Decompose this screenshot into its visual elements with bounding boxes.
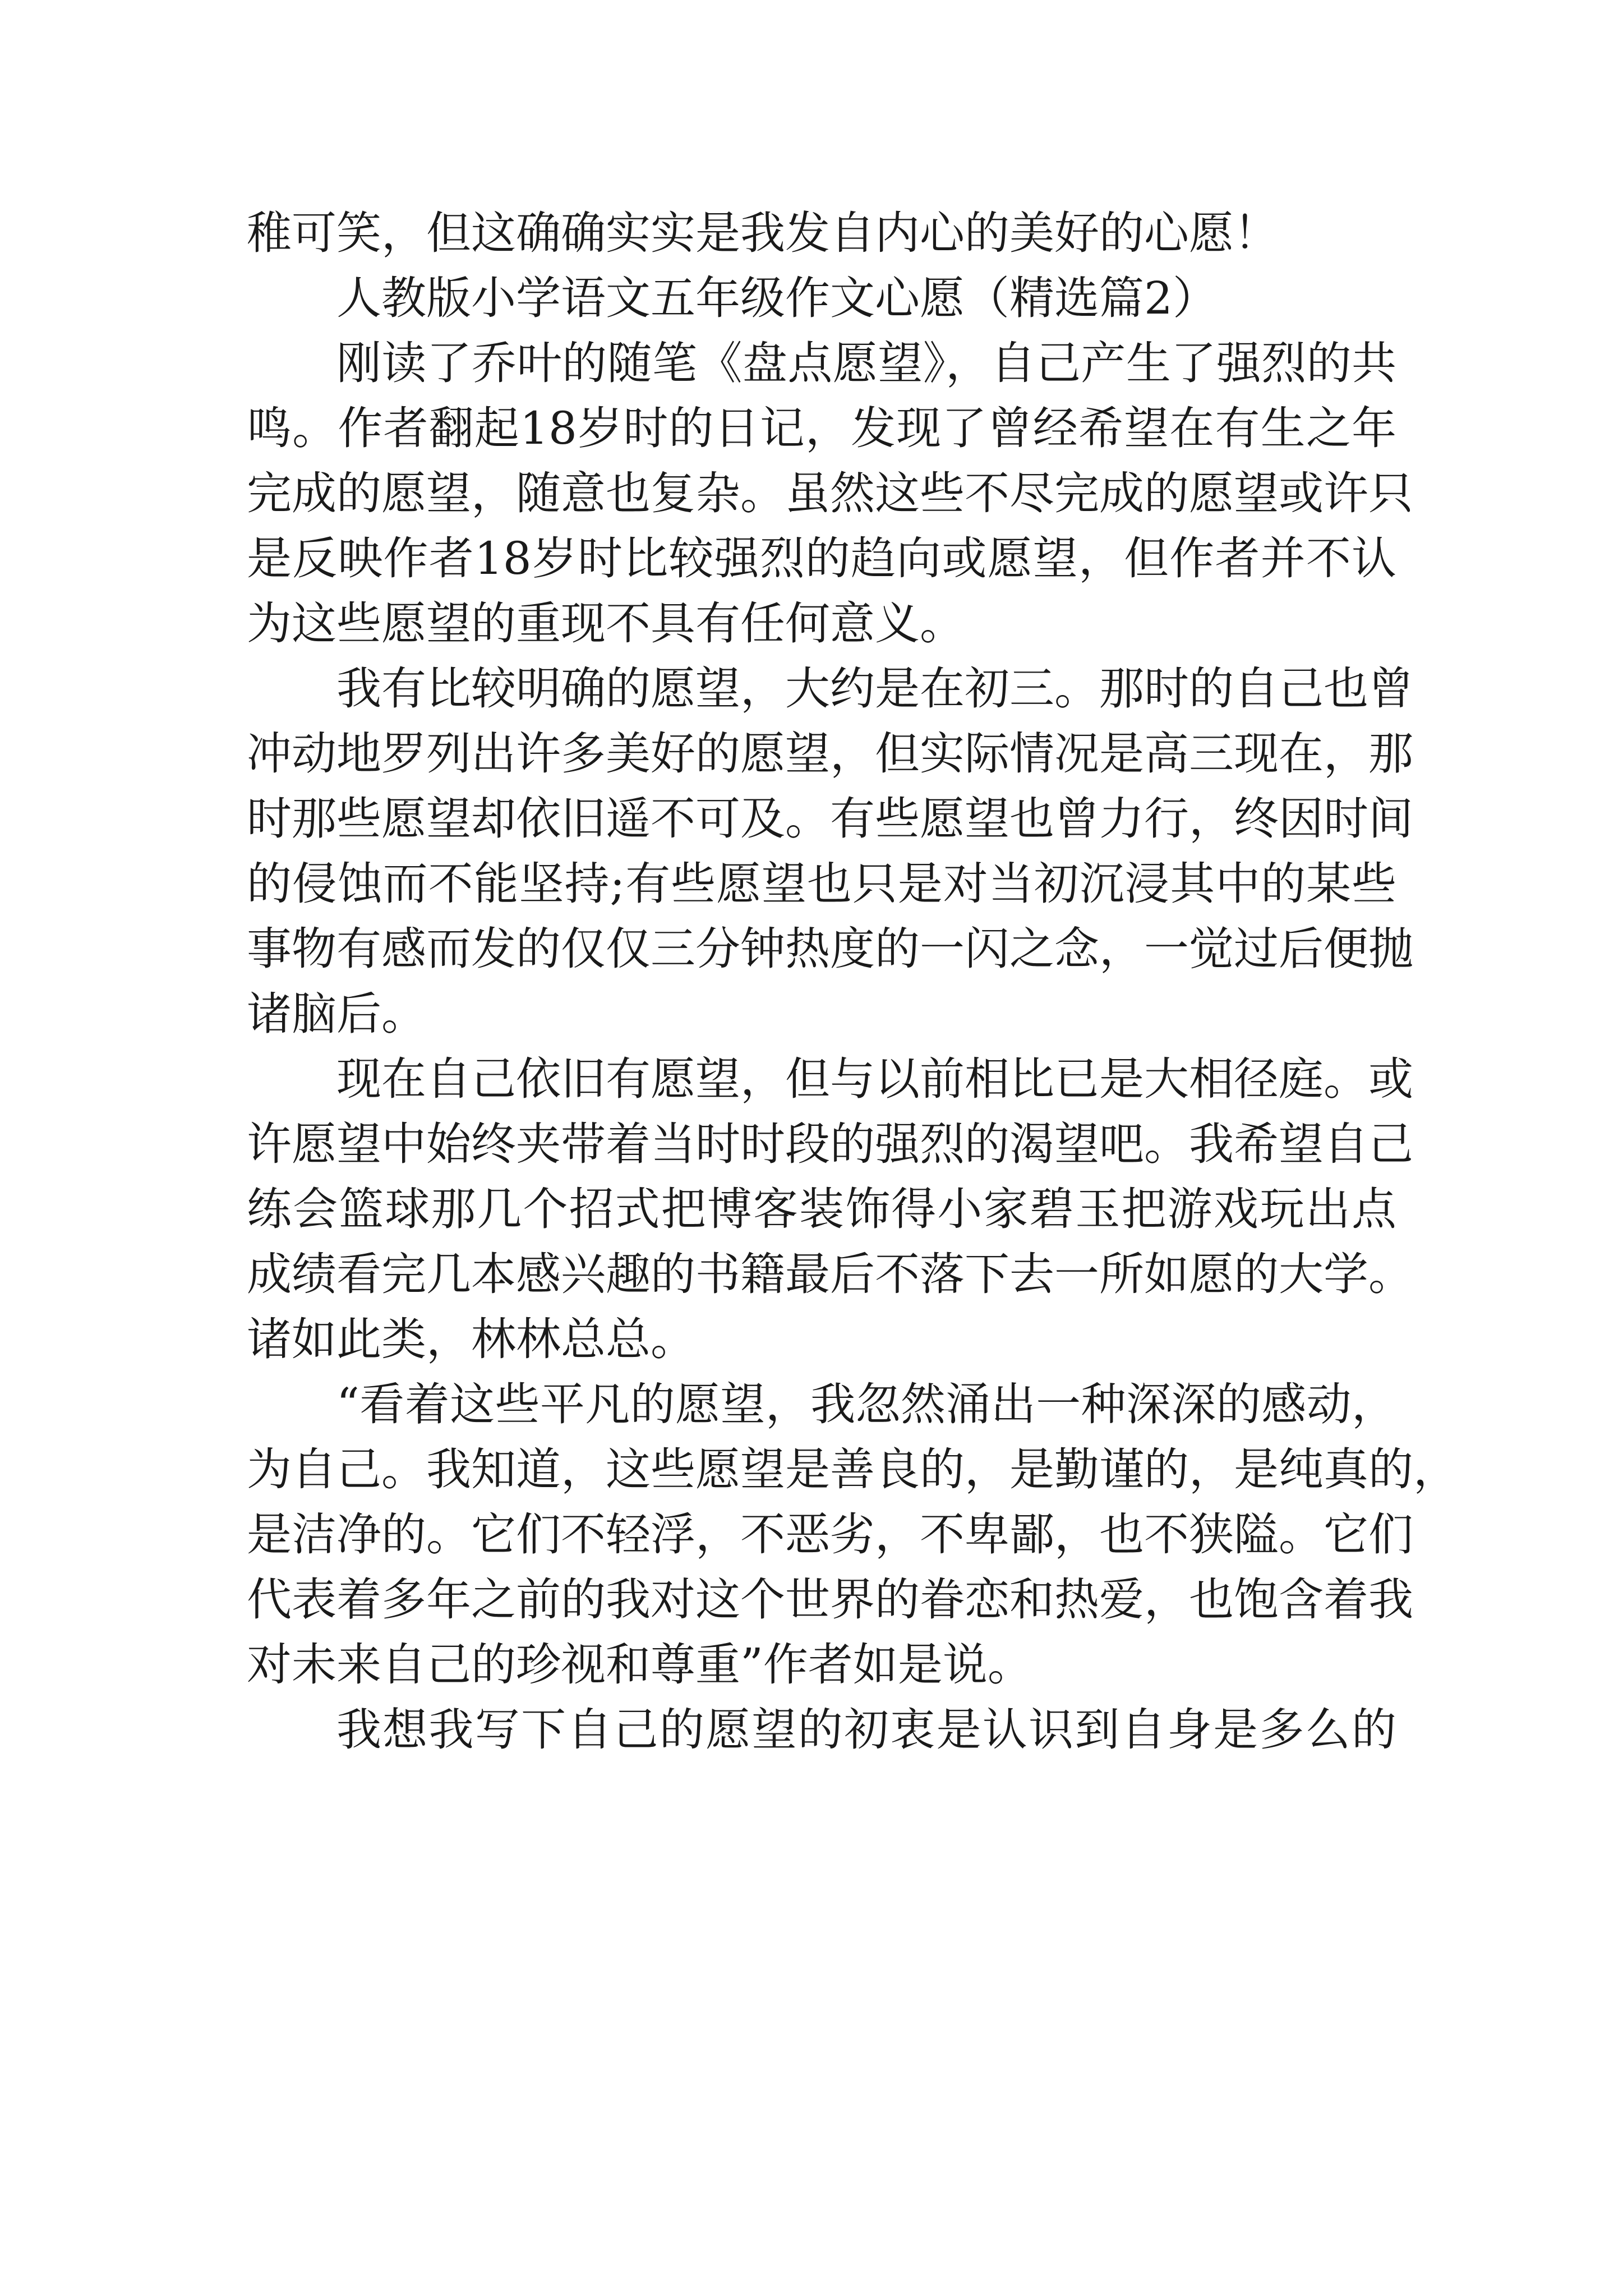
section-heading: 人教版小学语文五年级作文心愿（精选篇2） — [336, 272, 1218, 324]
text-line: 是反映作者18岁时比较强烈的趋向或愿望，但作者并不认 — [247, 532, 1396, 585]
text-line: 为自己。我知道，这些愿望是善良的，是勤谨的，是纯真的， — [247, 1443, 1458, 1496]
text-line: 稚可笑，但这确确实实是我发自内心的美好的心愿！ — [247, 207, 1279, 259]
text-line: 完成的愿望，随意也复杂。虽然这些不尽完成的愿望或许只 — [247, 467, 1413, 519]
text-line: 成绩看完几本感兴趣的书籍最后不落下去一所如愿的大学。 — [247, 1248, 1413, 1300]
text-line: 许愿望中始终夹带着当时时段的强烈的渴望吧。我希望自己 — [247, 1118, 1413, 1170]
text-line: 是洁净的。它们不轻浮，不恶劣，不卑鄙，也不狭隘。它们 — [247, 1508, 1413, 1561]
text-line: 我有比较明确的愿望，大约是在初三。那时的自己也曾 — [336, 662, 1413, 715]
text-line: 代表着多年之前的我对这个世界的眷恋和热爱，也饱含着我 — [247, 1573, 1413, 1626]
body-text — [247, 201, 1458, 1763]
text-line: 鸣。作者翻起18岁时的日记，发现了曾经希望在有生之年 — [247, 402, 1396, 454]
text-line: 我想我写下自己的愿望的初衷是认识到自身是多么的 — [336, 1704, 1396, 1756]
text-line: 刚读了乔叶的随笔《盘点愿望》，自己产生了强烈的共 — [336, 337, 1396, 389]
text-line: 练会篮球那几个招式把博客装饰得小家碧玉把游戏玩出点 — [247, 1183, 1396, 1235]
text-line: 诸如此类，林林总总。 — [247, 1313, 695, 1365]
text-line: 现在自己依旧有愿望，但与以前相比已是大相径庭。或 — [336, 1053, 1413, 1105]
text-line: 冲动地罗列出许多美好的愿望，但实际情况是高三现在，那 — [247, 728, 1413, 780]
text-line: “看着这些平凡的愿望，我忽然涌出一种深深的感动， — [336, 1378, 1396, 1430]
text-line: 事物有感而发的仅仅三分钟热度的一闪之念，一觉过后便抛 — [247, 923, 1413, 975]
text-line: 的侵蚀而不能坚持;有些愿望也只是对当初沉浸其中的某些 — [247, 858, 1396, 910]
text-line: 对未来自己的珍视和尊重”作者如是说。 — [247, 1639, 1032, 1691]
text-line: 时那些愿望却依旧遥不可及。有些愿望也曾力行，终因时间 — [247, 793, 1413, 845]
text-line: 诸脑后。 — [247, 988, 426, 1040]
text-line: 为这些愿望的重现不具有任何意义。 — [247, 597, 965, 650]
